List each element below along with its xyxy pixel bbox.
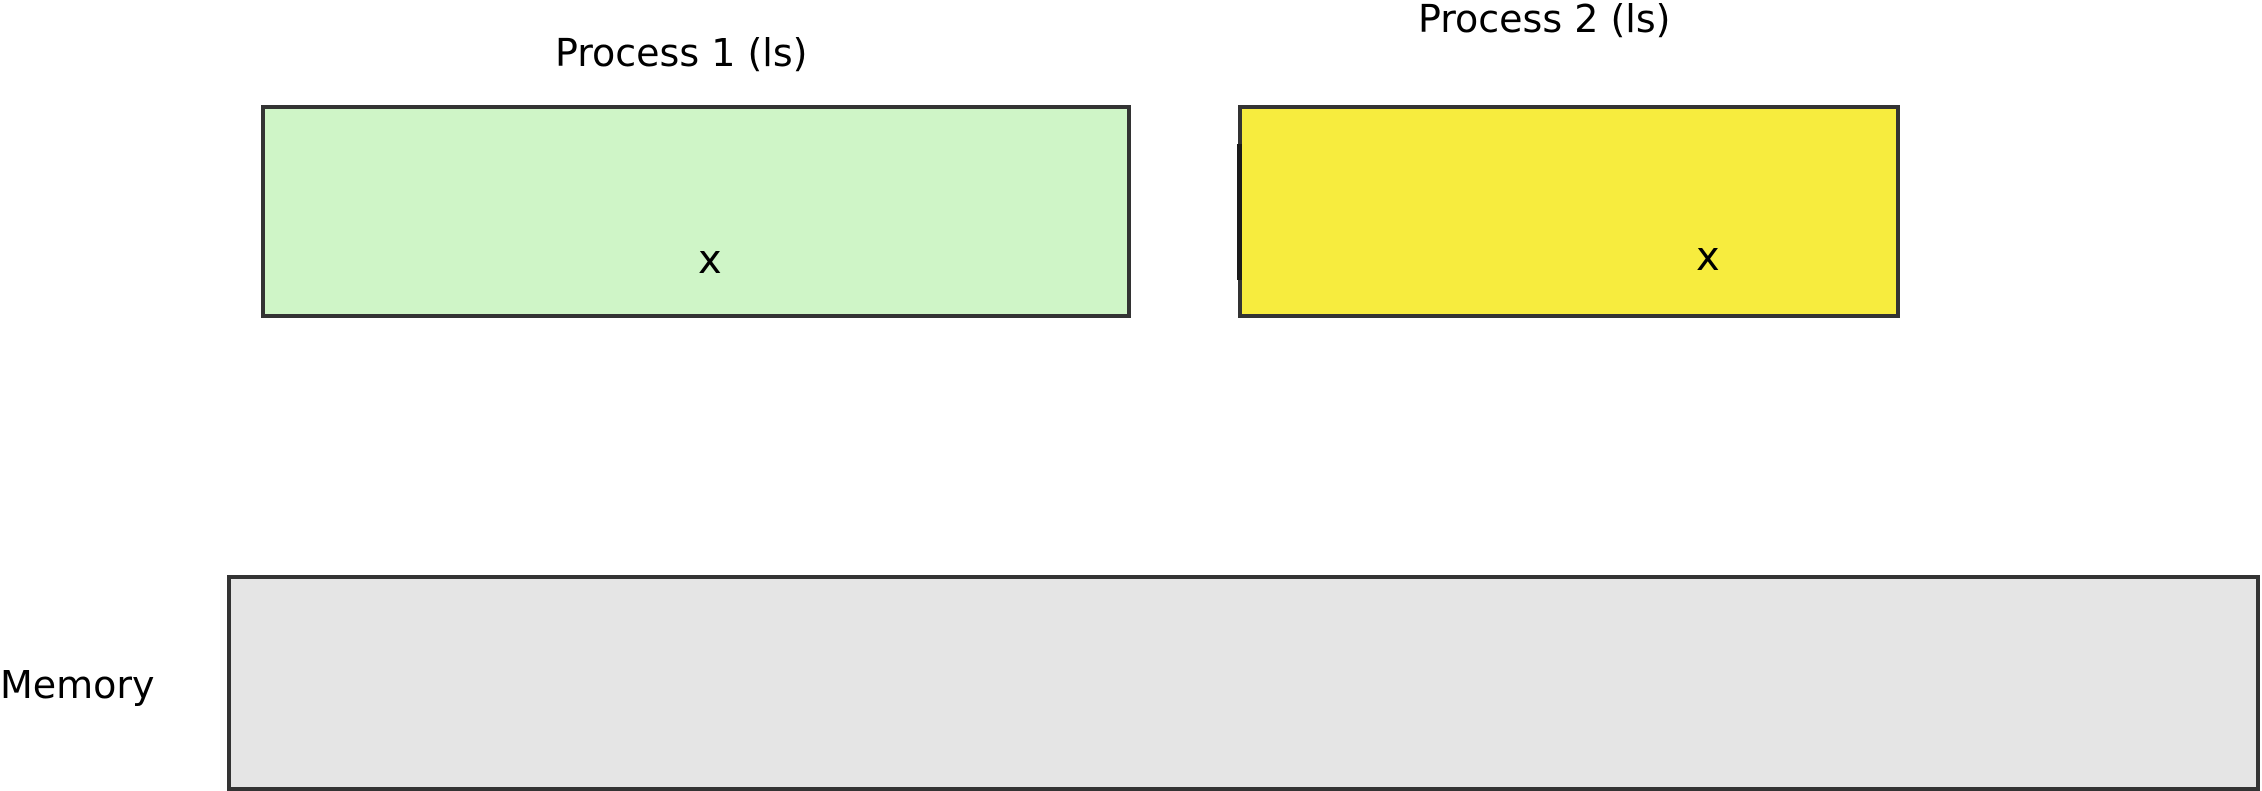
memory-label: Memory	[0, 663, 155, 707]
process-2-variable-x: x	[1696, 234, 1720, 280]
memory-box	[227, 575, 2260, 791]
process-2-title: Process 2 (ls)	[1418, 0, 1671, 41]
process-1-title: Process 1 (ls)	[555, 31, 808, 75]
process-2-box	[1238, 105, 1900, 318]
process-1-box	[261, 105, 1131, 318]
process-2-edge-mark	[1237, 144, 1242, 280]
process-1-variable-x: x	[698, 237, 722, 283]
